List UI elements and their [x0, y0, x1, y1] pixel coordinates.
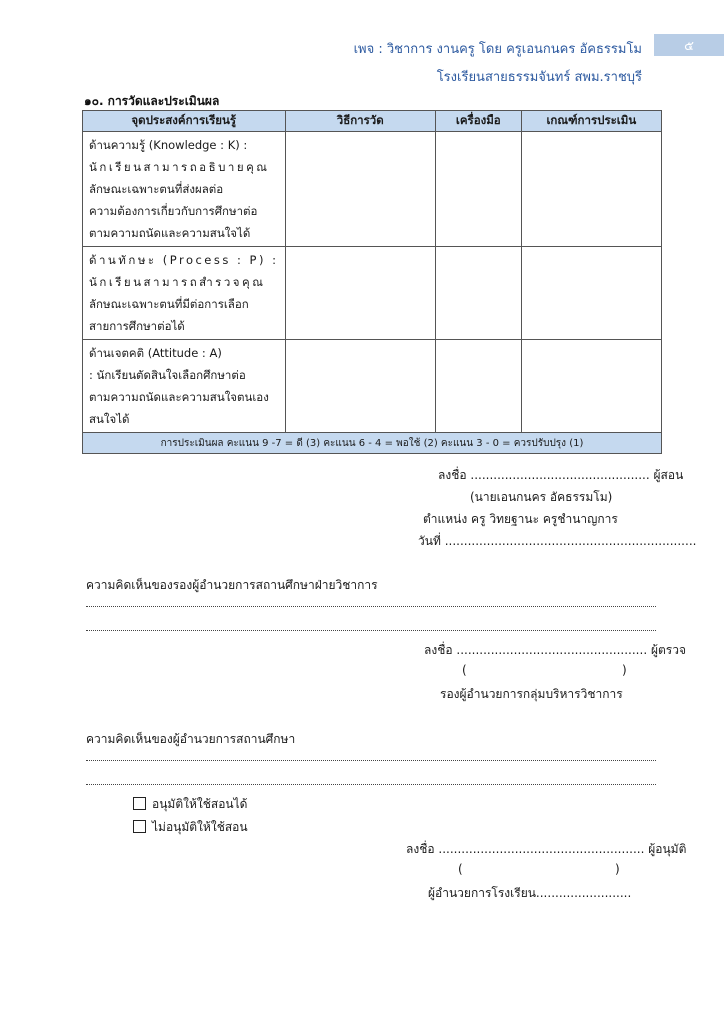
objective-line: ด้านทักษะ (Process : P) :: [89, 253, 279, 267]
objective-line: ด้านความรู้ (Knowledge : K) :: [89, 138, 248, 152]
teacher-role: ผู้สอน: [653, 468, 684, 482]
col-header-objective: จุดประสงค์การเรียนรู้: [83, 111, 286, 132]
sign-label: ลงชื่อ: [438, 468, 467, 482]
approve-option[interactable]: [133, 795, 247, 814]
sign-label: ลงชื่อ: [406, 842, 435, 856]
date-line: [418, 532, 696, 551]
objective-line: ความต้องการเกี่ยวกับการศึกษาต่อ: [89, 204, 258, 218]
date-label: วันที่: [418, 534, 441, 548]
objective-line: ตามความถนัดและความสนใจตนเอง: [89, 390, 269, 404]
page-number-badge: ๕: [654, 34, 724, 56]
header-line-2: โรงเรียนสายธรรมจันทร์ สพม.ราชบุรี: [436, 70, 642, 85]
objective-line: ด้านเจตคติ (Attitude : A): [89, 346, 222, 360]
director-paren-open: (: [458, 862, 463, 876]
deputy-heading: ความคิดเห็นของรองผู้อำนวยการสถานศึกษาฝ่ายวิชาการ: [86, 578, 378, 592]
objective-line: ลักษณะเฉพาะตนที่มีต่อการเลือก: [89, 297, 249, 311]
director-heading: ความคิดเห็นของผู้อำนวยการสถานศึกษา: [86, 732, 296, 746]
approve-checkbox[interactable]: [133, 797, 146, 810]
method-cell: [285, 247, 435, 340]
objective-line: ลักษณะเฉพาะตนที่ส่งผลต่อ: [89, 182, 224, 196]
director-sign-line: [406, 840, 686, 859]
deputy-comment-line-1: [86, 606, 656, 607]
objective-line: : นักเรียนตัดสินใจเลือกศึกษาต่อ: [89, 368, 246, 382]
deputy-sign-line: [424, 641, 686, 660]
table-footer-row: [83, 433, 662, 454]
director-paren-close: ): [615, 862, 620, 876]
objective-line: ตามความถนัดและความสนใจได้: [89, 226, 251, 240]
deputy-title: รองผู้อำนวยการกลุ่มบริหารวิชาการ: [440, 687, 623, 701]
header-line-1: เพจ : วิชาการ งานครู โดย ครูเอนกนคร อัคธรรมโม: [353, 42, 642, 57]
method-cell: [285, 340, 435, 433]
director-comment-line-1: [86, 760, 656, 761]
evaluation-table: [82, 110, 662, 454]
table-row-knowledge: [83, 132, 662, 247]
col-header-criteria: เกณฑ์การประเมิน: [521, 111, 661, 132]
criteria-cell: [521, 340, 661, 433]
teacher-sign-line: [438, 466, 683, 485]
tool-cell: [435, 247, 521, 340]
table-header-row: [83, 111, 662, 132]
approve-label: อนุมัติให้ใช้สอนได้: [152, 797, 248, 811]
director-role: ผู้อนุมัติ: [648, 842, 687, 856]
objective-line: นักเรียนสามารถอธิบายคุณ: [89, 160, 270, 174]
col-header-tool: เครื่องมือ: [435, 111, 521, 132]
section-title: ๑๐. การวัดและประเมินผล: [84, 94, 220, 108]
criteria-cell: [521, 132, 661, 247]
disapprove-option[interactable]: [133, 818, 248, 837]
criteria-cell: [521, 247, 661, 340]
date-dots: ..................................................................: [444, 534, 697, 548]
sign-label: ลงชื่อ: [424, 643, 453, 657]
objective-cell-process: [83, 247, 286, 340]
disapprove-label: ไม่อนุมัติให้ใช้สอน: [152, 820, 248, 834]
objective-cell-knowledge: [83, 132, 286, 247]
sign-dots: ......................................................: [438, 842, 645, 856]
deputy-comment-line-2: [86, 630, 656, 631]
objective-line: สนใจได้: [89, 412, 130, 426]
table-row-process: [83, 247, 662, 340]
objective-line: สายการศึกษาต่อได้: [89, 319, 185, 333]
teacher-position: ตำแหน่ง ครู วิทยฐานะ ครูชำนาญการ: [423, 512, 618, 526]
objective-cell-attitude: [83, 340, 286, 433]
director-comment-line-2: [86, 784, 656, 785]
method-cell: [285, 132, 435, 247]
scoring-criteria: การประเมินผล คะแนน 9 -7 = ดี (3) คะแนน 6 - 4 = พอใช้ (2) คะแนน 3 - 0 = ควรปรับปรุง (1): [83, 433, 662, 454]
objective-line: นักเรียนสามารถสำรวจคุณ: [89, 275, 266, 289]
table-row-attitude: [83, 340, 662, 433]
tool-cell: [435, 132, 521, 247]
deputy-paren-open: (: [462, 663, 467, 677]
deputy-role: ผู้ตรวจ: [650, 643, 687, 657]
director-title: ผู้อำนวยการโรงเรียน.........................: [428, 886, 632, 900]
tool-cell: [435, 340, 521, 433]
col-header-method: วิธีการวัด: [285, 111, 435, 132]
disapprove-checkbox[interactable]: [133, 820, 146, 833]
sign-dots: ...............................................: [470, 468, 650, 482]
sign-dots: ..................................................: [456, 643, 648, 657]
teacher-name: (นายเอนกนคร อัคธรรมโม): [470, 490, 613, 504]
deputy-paren-close: ): [622, 663, 627, 677]
